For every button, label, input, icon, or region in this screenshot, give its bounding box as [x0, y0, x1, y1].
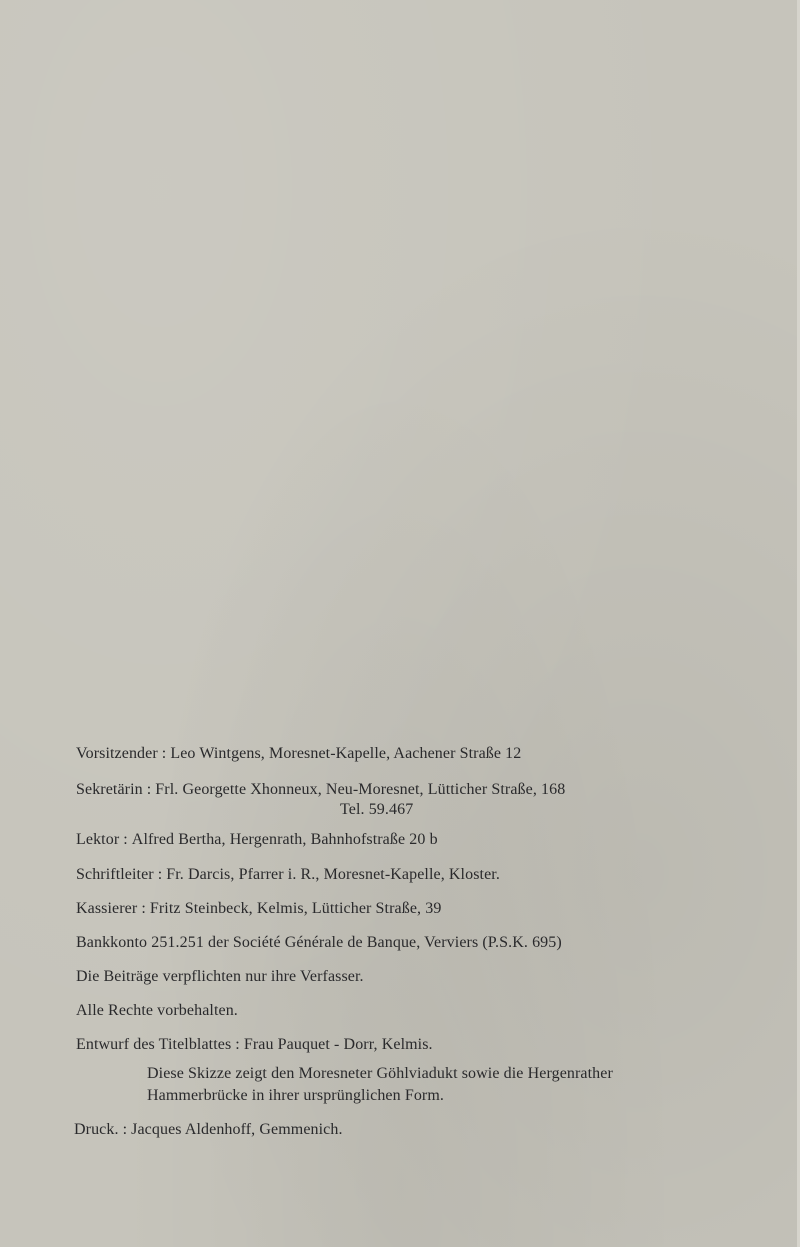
druck-label: Druck. [74, 1121, 119, 1138]
schriftleiter-label: Schriftleiter [76, 866, 154, 883]
kassierer-separator: : [141, 900, 146, 917]
lektor-separator: : [123, 831, 128, 848]
entwurf-line [76, 1035, 433, 1055]
rechte-line: Alle Rechte vorbehalten. [76, 1002, 238, 1019]
entwurf-separator: : [235, 1036, 240, 1053]
skizze-line-1: Diese Skizze zeigt den Moresneter Göhlviadukt sowie die Hergenrather [147, 1065, 613, 1082]
bankkonto-line: Bankkonto 251.251 der Société Générale de Banque, Verviers (P.S.K. 695) [76, 934, 562, 951]
lektor-line [76, 830, 438, 850]
skizze-line-2: Hammerbrücke in ihrer ursprünglichen Form. [147, 1087, 445, 1104]
kassierer-line [76, 899, 441, 919]
vorsitzender-value: Leo Wintgens, Moresnet-Kapelle, Aachener Straße 12 [170, 745, 522, 762]
sekretaerin-tel: Tel. 59.467 [340, 801, 414, 818]
beitraege-line: Die Beiträge verpflichten nur ihre Verfasser. [76, 968, 364, 985]
entwurf-value: Frau Pauquet - Dorr, Kelmis. [243, 1036, 433, 1053]
schriftleiter-line [76, 865, 500, 885]
vorsitzender-label: Vorsitzender [76, 745, 158, 762]
sekretaerin-separator: : [146, 781, 152, 798]
entwurf-label: Entwurf des Titelblattes [76, 1036, 232, 1053]
kassierer-label: Kassierer [76, 900, 138, 917]
schriftleiter-value: Fr. Darcis, Pfarrer i. R., Moresnet-Kapelle, Kloster. [166, 866, 500, 883]
lektor-value: Alfred Bertha, Hergenrath, Bahnhofstraße 20 b [131, 831, 438, 848]
vorsitzender-line [76, 744, 521, 764]
sekretaerin-line [76, 780, 565, 800]
druck-line [74, 1120, 343, 1140]
kassierer-value: Fritz Steinbeck, Kelmis, Lütticher Straße, 39 [149, 900, 442, 917]
sekretaerin-value: Frl. Georgette Xhonneux, Neu-Moresnet, Lütticher Straße, 168 [155, 781, 566, 798]
schriftleiter-separator: : [157, 866, 163, 883]
druck-value: Jacques Aldenhoff, Gemmenich. [131, 1121, 343, 1138]
druck-separator: : [122, 1121, 128, 1138]
lektor-label: Lektor [76, 831, 120, 848]
sekretaerin-label: Sekretärin [76, 781, 143, 798]
vorsitzender-separator: : [161, 745, 167, 762]
